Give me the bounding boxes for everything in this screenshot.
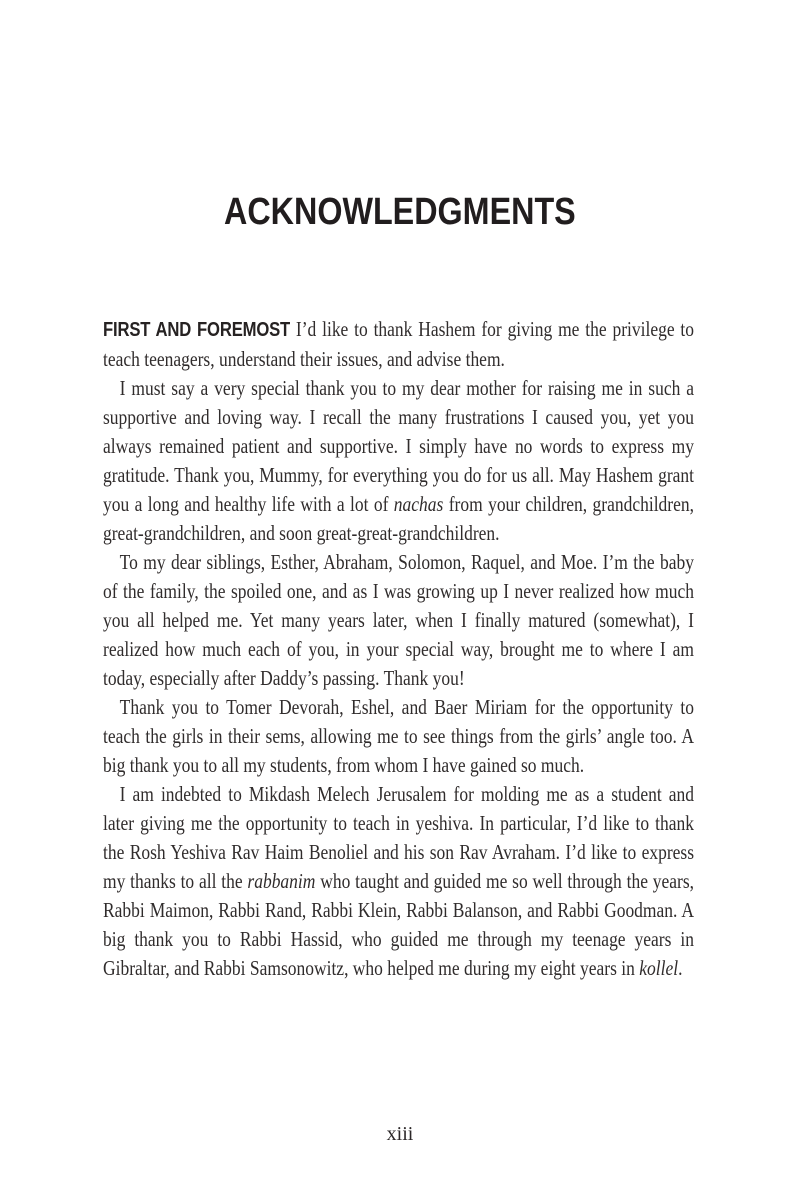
title-wrap bbox=[0, 193, 800, 231]
italic-term: rabbanim bbox=[247, 869, 316, 893]
text-segment: I’d like to thank Hashem for giving me the privilege to teach teenagers, understand their issues, and advise them. bbox=[103, 317, 695, 371]
paragraph bbox=[103, 693, 694, 780]
text-segment: To my dear siblings, Esther, Abraham, Solomon, Raquel, and Moe. I’m the baby of the family, the spoiled one, and as I was growing up I never realized how much you all helped me. Yet many years later, when I finally matured (somewhat), I realized how much each of you, in your special way, brought me to where I am today, especially after Daddy’s passing. Thank you! bbox=[103, 550, 695, 690]
paragraph bbox=[103, 315, 694, 374]
text-segment: . bbox=[678, 956, 683, 980]
text-segment: who taught and guided me so well through the years, Rabbi Maimon, Rabbi Rand, Rabbi Klein, Rabbi Balanson, and Rabbi Goodman. A big thank you to Rabbi Hassid, who guided me through my teenage years in Gibraltar, and Rabbi Samsonowitz, who helped me during my eight years in bbox=[103, 869, 695, 980]
paragraph bbox=[103, 548, 694, 693]
italic-term: kollel bbox=[639, 956, 679, 980]
body-text bbox=[103, 315, 694, 983]
paragraph bbox=[103, 780, 694, 983]
text-segment: I must say a very special thank you to my dear mother for raising me in such a supportive and loving way. I recall the many frustrations I caused you, yet you always remained patient and supportive. I simply have no words to express my gratitude. Thank you, Mummy, for everything you do for us all. May Hashem grant you a long and healthy life with a lot of bbox=[103, 376, 695, 516]
text-segment: Thank you to Tomer Devorah, Eshel, and Baer Miriam for the opportunity to teach the girls in their sems, allowing me to see things from the girls’ angle too. A big thank you to all my students, from whom I have gained so much. bbox=[103, 695, 695, 777]
text-segment: from your children, grandchildren, great-grandchildren, and soon great-great-grandchildren. bbox=[103, 492, 694, 545]
italic-term: nachas bbox=[393, 492, 444, 516]
text-segment: I am indebted to Mikdash Melech Jerusalem for molding me as a student and later giving me the opportunity to teach in yeshiva. In particular, I’d like to thank the Rosh Yeshiva Rav Haim Benoliel and his son Rav Avraham. I’d like to express my thanks to all the bbox=[103, 782, 695, 893]
paragraph bbox=[103, 374, 694, 548]
page-title: ACKNOWLEDGMENTS bbox=[224, 191, 576, 233]
paragraph-lead: FIRST AND FOREMOST bbox=[103, 319, 291, 341]
page-number: xiii bbox=[386, 1123, 414, 1145]
